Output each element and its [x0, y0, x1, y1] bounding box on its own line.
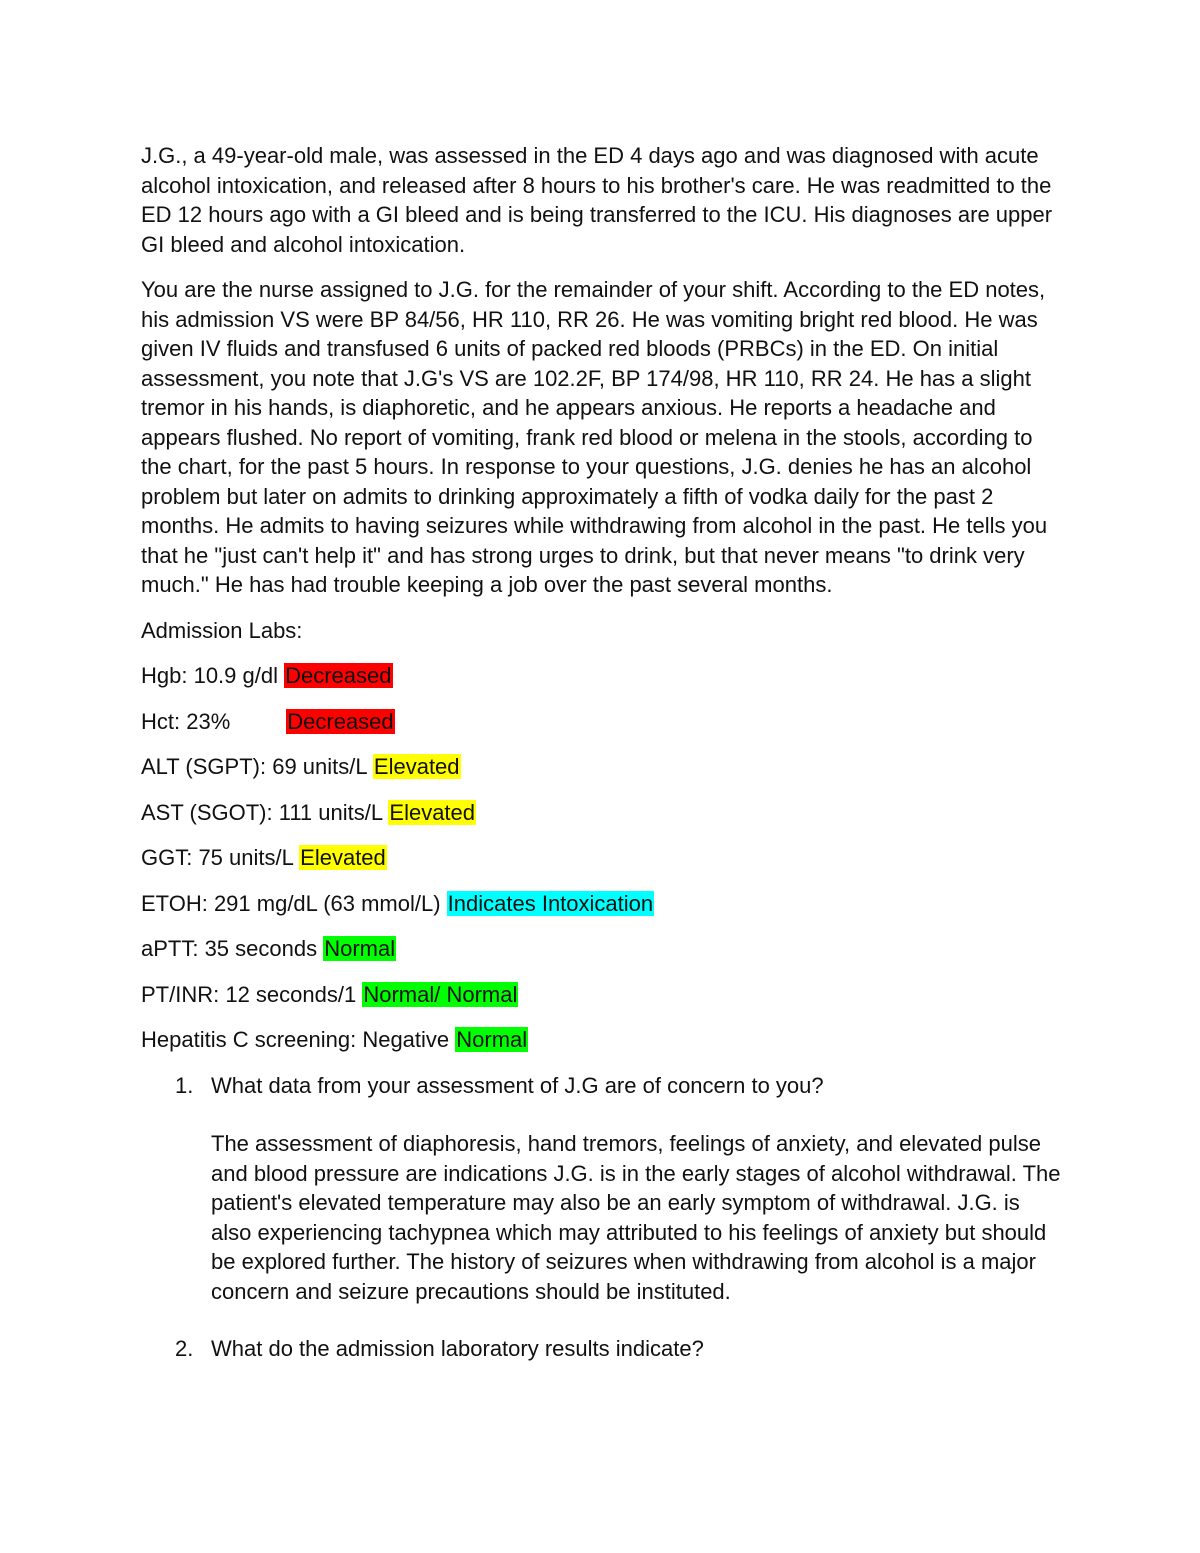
lab-flag-decreased: Decreased — [285, 663, 392, 688]
lab-flag-normal: Normal — [324, 936, 396, 961]
lab-flag-normal: Normal — [456, 1027, 528, 1052]
question-2 — [141, 1334, 1061, 1364]
question-text: What do the admission laboratory results indicate? — [211, 1336, 704, 1361]
answer-text: The assessment of diaphoresis, hand tremors, feelings of anxiety, and elevated pulse and blood pressure are indications J.G. is in the early stages of alcohol withdrawal. The patient's elevated temperature may also be an early symptom of withdrawal. J.G. is also experiencing tachypnea which may attributed to his feelings of anxiety but should be explored further. The history of seizures when withdrawing from alcohol is a major concern and seizure precautions should be instituted. — [211, 1131, 1061, 1304]
lab-text: Hct: 23% — [141, 708, 231, 734]
lab-flag-elevated: Elevated — [373, 754, 460, 779]
lab-hgb — [141, 661, 1061, 691]
lab-alt — [141, 752, 1061, 782]
lab-aptt — [141, 934, 1061, 964]
case-detail-paragraph: You are the nurse assigned to J.G. for the remainder of your shift. According to the ED notes, his admission VS were BP 84/56, HR 110, RR 26. He was vomiting bright red blood. He was given IV fluids and transfused 6 units of packed red bloods (PRBCs) in the ED. On initial assessment, you note that J.G's VS are 102.2F, BP 174/98, HR 110, RR 24. He has a slight tremor in his hands, is diaphoretic, and he appears anxious. He reports a headache and appears flushed. No report of vomiting, frank red blood or melena in the stools, according to the chart, for the past 5 hours. In response to your questions, J.G. denies he has an alcohol problem but later on admits to drinking approximately a fifth of vodka daily for the past 2 months. He admits to having seizures while withdrawing from alcohol in the past. He tells you that he "just can't help it" and has strong urges to drink, but that never means "to drink very much." He has had trouble keeping a job over the past several months. — [141, 277, 1048, 597]
lab-text: aPTT: 35 seconds — [141, 936, 324, 961]
case-intro-paragraph: J.G., a 49-year-old male, was assessed in the ED 4 days ago and was diagnosed with acute alcohol intoxication, and released after 8 hours to his brother's care. He was readmitted to the ED 12 hours ago with a GI bleed and is being transferred to the ICU. His diagnoses are upper GI bleed and alcohol intoxication. — [141, 143, 1053, 257]
lab-text: GGT: 75 units/L — [141, 845, 300, 870]
lab-etoh — [141, 889, 1061, 919]
lab-ggt — [141, 843, 1061, 873]
lab-text: ALT (SGPT): 69 units/L — [141, 754, 373, 779]
lab-flag-intoxication: Indicates Intoxication — [447, 890, 654, 916]
lab-flag-elevated: Elevated — [389, 799, 476, 825]
lab-text: AST (SGOT): 111 units/L — [141, 799, 389, 825]
lab-flag-normal: Normal/ Normal — [363, 981, 518, 1007]
lab-hct — [141, 707, 1061, 737]
question-1 — [141, 1071, 1061, 1307]
admission-labs-heading: Admission Labs: — [141, 617, 303, 643]
question-text: What data from your assessment of J.G are of concern to you? — [211, 1072, 824, 1098]
document-page — [141, 141, 1061, 1380]
lab-text: Hgb: 10.9 g/dl — [141, 663, 285, 688]
question-number: 2. — [175, 1336, 194, 1361]
lab-text: PT/INR: 12 seconds/1 — [141, 981, 363, 1007]
question-number: 1. — [175, 1072, 194, 1098]
lab-flag-decreased: Decreased — [287, 708, 394, 734]
lab-pt-inr — [141, 980, 1061, 1010]
lab-text: ETOH: 291 mg/dL (63 mmol/L) — [141, 890, 447, 916]
lab-ast — [141, 798, 1061, 828]
lab-flag-elevated: Elevated — [300, 845, 386, 870]
lab-text: Hepatitis C screening: Negative — [141, 1027, 456, 1052]
lab-hep-c — [141, 1025, 1061, 1055]
